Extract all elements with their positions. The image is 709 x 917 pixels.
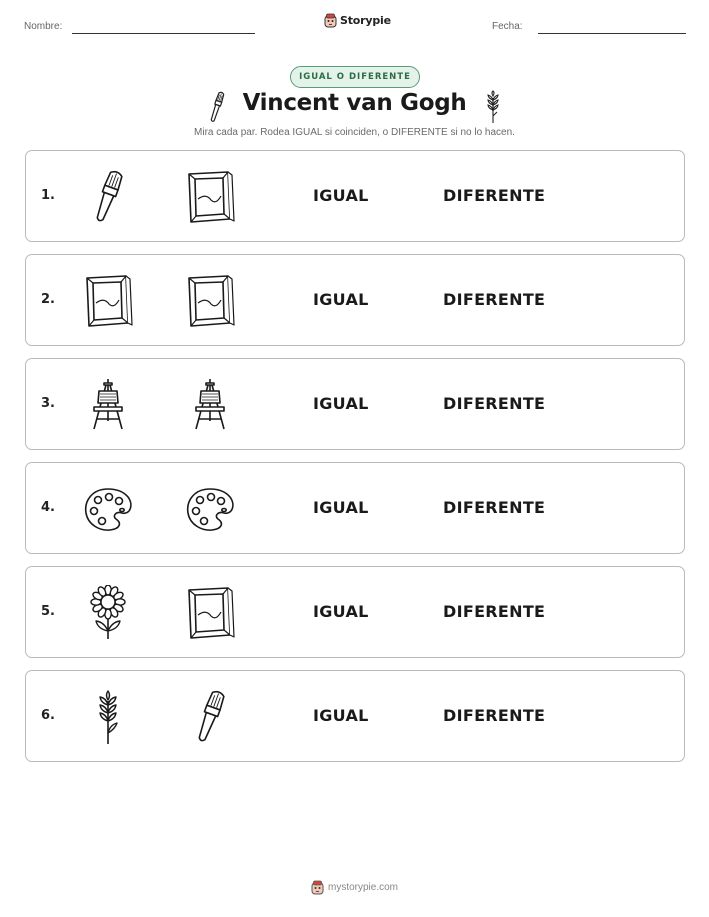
date-label: Fecha: [492, 21, 523, 32]
brand-name: Storypie [340, 14, 391, 27]
wheat-icon [482, 90, 504, 124]
wheat-icon [82, 689, 134, 745]
easel-icon [184, 377, 236, 433]
palette-icon [184, 481, 236, 537]
name-line[interactable] [72, 33, 255, 34]
row-number: 1. [41, 188, 55, 203]
sunflower-icon [82, 585, 134, 641]
name-label: Nombre: [24, 21, 63, 32]
question-row-5 [25, 566, 685, 658]
question-row-2 [25, 254, 685, 346]
option-igual[interactable]: IGUAL [313, 498, 369, 517]
easel-icon [82, 377, 134, 433]
option-diferente[interactable]: DIFERENTE [443, 706, 546, 725]
palette-icon [82, 481, 134, 537]
page-title: Vincent van Gogh [242, 90, 467, 116]
question-row-4 [25, 462, 685, 554]
question-row-3 [25, 358, 685, 450]
framed-painting-icon [82, 273, 134, 329]
paintbrush-icon [82, 169, 134, 225]
row-number: 2. [41, 292, 55, 307]
framed-painting-icon [184, 585, 236, 641]
brand-logo [324, 13, 391, 28]
row-number: 3. [41, 396, 55, 411]
option-diferente[interactable]: DIFERENTE [443, 290, 546, 309]
option-igual[interactable]: IGUAL [313, 602, 369, 621]
option-igual[interactable]: IGUAL [313, 394, 369, 413]
option-igual[interactable]: IGUAL [313, 186, 369, 205]
row-number: 4. [41, 500, 55, 515]
question-row-1 [25, 150, 685, 242]
option-igual[interactable]: IGUAL [313, 290, 369, 309]
worksheet-type-badge: IGUAL O DIFERENTE [290, 66, 420, 88]
option-diferente[interactable]: DIFERENTE [443, 602, 546, 621]
row-number: 5. [41, 604, 55, 619]
framed-painting-icon [184, 169, 236, 225]
question-row-6 [25, 670, 685, 762]
option-diferente[interactable]: DIFERENTE [443, 186, 546, 205]
mascot-icon [324, 13, 337, 28]
option-diferente[interactable]: DIFERENTE [443, 394, 546, 413]
row-number: 6. [41, 708, 55, 723]
framed-painting-icon [184, 273, 236, 329]
date-line[interactable] [538, 33, 686, 34]
mascot-icon [311, 880, 324, 895]
paintbrush-icon [184, 689, 236, 745]
footer [0, 880, 709, 895]
option-igual[interactable]: IGUAL [313, 706, 369, 725]
instructions: Mira cada par. Rodea IGUAL si coinciden, o DIFERENTE si no lo hacen. [194, 127, 515, 138]
option-diferente[interactable]: DIFERENTE [443, 498, 546, 517]
footer-url: mystorypie.com [327, 882, 398, 893]
